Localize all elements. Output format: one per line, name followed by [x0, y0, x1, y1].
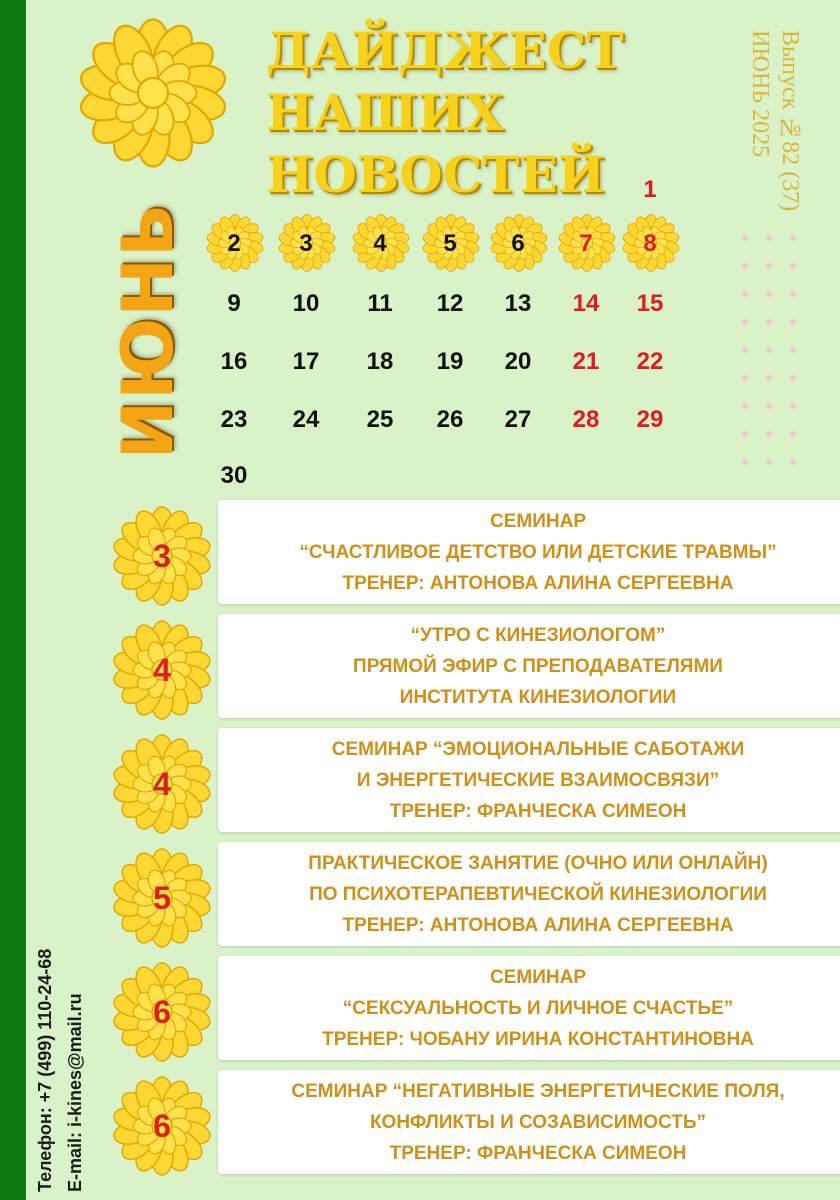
month-label: [98, 202, 198, 460]
calendar-day-number: 10: [292, 290, 320, 317]
calendar-day: [274, 216, 338, 272]
calendar-day-number: 22: [636, 348, 664, 375]
event-day-number: 5: [153, 879, 171, 916]
flower-logo-icon: [78, 18, 228, 168]
calendar-day: [486, 334, 550, 390]
event-item: [0, 728, 840, 834]
calendar-day: [202, 392, 266, 448]
calendar-day: [348, 334, 412, 390]
calendar-day-number: 17: [292, 348, 320, 375]
event-day-number: 3: [153, 537, 171, 574]
calendar-day-number: 30: [220, 462, 248, 489]
calendar-day: [418, 216, 482, 272]
calendar-day: [618, 334, 682, 390]
month-name: ИЮНЬ: [107, 202, 189, 460]
calendar-day-number: 15: [636, 290, 664, 317]
event-day-number: 6: [153, 993, 171, 1030]
calendar-day: [618, 276, 682, 332]
event-description: [218, 1070, 840, 1174]
calendar-day-number: 25: [366, 406, 394, 433]
calendar-day-number: 7: [579, 230, 593, 257]
calendar-day-number: 12: [436, 290, 464, 317]
calendar-day-number: 8: [643, 230, 657, 257]
calendar-day-number: 18: [366, 348, 394, 375]
calendar-day: [348, 392, 412, 448]
event-date-badge: [112, 962, 212, 1062]
calendar-day: [202, 334, 266, 390]
calendar-day-number: 26: [436, 406, 464, 433]
calendar-day: [486, 392, 550, 448]
calendar-day-number: 28: [572, 406, 600, 433]
calendar-day-number: 6: [511, 230, 525, 257]
calendar-day: [274, 276, 338, 332]
event-text-line: ТРЕНЕР: ФРАНЧЕСКА СИМЕОН: [389, 800, 687, 822]
event-description: [218, 614, 840, 718]
title-line-2: НАШИХ: [266, 83, 504, 142]
event-description: [218, 956, 840, 1060]
calendar-day: [202, 448, 266, 504]
event-text-line: ИНСТИТУТА КИНЕЗИОЛОГИИ: [399, 686, 677, 708]
event-day-number: 4: [153, 651, 171, 688]
event-description: [218, 842, 840, 946]
calendar-day: [554, 216, 618, 272]
event-date-badge: [112, 1076, 212, 1176]
event-item: [0, 842, 840, 948]
calendar-day: [418, 392, 482, 448]
calendar-day: [486, 216, 550, 272]
calendar-day: [618, 216, 682, 272]
calendar-day: [202, 276, 266, 332]
calendar-day: [618, 162, 682, 218]
event-item: [0, 956, 840, 1062]
event-date-badge: [112, 620, 212, 720]
event-description: [218, 500, 840, 604]
event-item: [0, 614, 840, 720]
issue-date: ИЮНЬ 2025: [747, 30, 773, 158]
calendar-day: [202, 216, 266, 272]
calendar-day: [274, 334, 338, 390]
calendar-day-number: 29: [636, 406, 664, 433]
calendar-day: [274, 392, 338, 448]
calendar-day-number: 2: [227, 230, 241, 257]
calendar-day-number: 27: [504, 406, 532, 433]
event-item: [0, 500, 840, 606]
event-date-badge: [112, 506, 212, 606]
calendar-day-number: 9: [227, 290, 241, 317]
issue-number: Выпуск №82 (37): [777, 30, 803, 212]
event-text-line: ПО ПСИХОТЕРАПЕВТИЧЕСКОЙ КИНЕЗИОЛОГИИ: [309, 883, 767, 905]
event-day-number: 6: [153, 1107, 171, 1144]
calendar-day-number: 21: [572, 348, 600, 375]
event-date-badge: [112, 734, 212, 834]
event-text-line: СЕМИНАР: [490, 966, 586, 988]
contacts-block: [30, 870, 94, 1192]
event-day-number: 4: [153, 765, 171, 802]
contact-email: E-mail: i-kines@mail.ru: [65, 993, 85, 1192]
event-date-badge: [112, 848, 212, 948]
event-item: [0, 1070, 840, 1176]
calendar-day: [348, 276, 412, 332]
event-text-line: ТРЕНЕР: ЧОБАНУ ИРИНА КОНСТАНТИНОВНА: [322, 1028, 754, 1050]
event-text-line: ПРЯМОЙ ЭФИР С ПРЕПОДАВАТЕЛЯМИ: [353, 655, 723, 677]
calendar-day: [348, 216, 412, 272]
event-text-line: КОНФЛИКТЫ И СОЗАВИСИМОСТЬ”: [369, 1111, 707, 1133]
event-text-line: ТРЕНЕР: ФРАНЧЕСКА СИМЕОН: [389, 1142, 687, 1164]
calendar-day-number: 24: [292, 406, 320, 433]
calendar-day: [618, 392, 682, 448]
event-text-line: СЕМИНАР “ЭМОЦИОНАЛЬНЫЕ САБОТАЖИ: [331, 738, 745, 760]
event-text-line: “СЕКСУАЛЬНОСТЬ И ЛИЧНОЕ СЧАСТЬЕ”: [342, 997, 734, 1019]
calendar-day-number: 11: [367, 290, 393, 317]
event-text-line: “УТРО С КИНЕЗИОЛОГОМ”: [410, 624, 666, 646]
calendar-day: [418, 276, 482, 332]
calendar-day-number: 3: [299, 230, 313, 257]
calendar-day-number: 16: [220, 348, 248, 375]
calendar-day-number: 13: [504, 290, 532, 317]
event-description: [218, 728, 840, 832]
event-text-line: СЕМИНАР “НЕГАТИВНЫЕ ЭНЕРГЕТИЧЕСКИЕ ПОЛЯ,: [291, 1080, 785, 1102]
digest-title: [266, 20, 624, 206]
contact-phone: Телефон: +7 (499) 110-24-68: [35, 948, 55, 1192]
calendar-day-number: 4: [373, 230, 387, 257]
title-line-3: НОВОСТЕЙ: [266, 145, 605, 204]
event-text-line: И ЭНЕРГЕТИЧЕСКИЕ ВЗАИМОСВЯЗИ”: [356, 769, 720, 791]
calendar-day-number: 20: [504, 348, 532, 375]
calendar-day-number: 1: [643, 176, 657, 203]
calendar-day-number: 19: [436, 348, 464, 375]
calendar-day: [554, 334, 618, 390]
calendar-day: [554, 276, 618, 332]
event-text-line: ТРЕНЕР: АНТОНОВА АЛИНА СЕРГЕЕВНА: [342, 572, 734, 594]
title-line-1: ДАЙДЖЕСТ: [266, 21, 624, 80]
calendar-day: [554, 392, 618, 448]
event-text-line: ПРАКТИЧЕСКОЕ ЗАНЯТИЕ (ОЧНО ИЛИ ОНЛАЙН): [308, 852, 768, 874]
calendar-day-number: 14: [572, 290, 600, 317]
event-text-line: ТРЕНЕР: АНТОНОВА АЛИНА СЕРГЕЕВНА: [342, 914, 734, 936]
calendar-day: [486, 276, 550, 332]
issue-info: [745, 30, 805, 211]
calendar-day-number: 23: [220, 406, 248, 433]
event-text-line: “СЧАСТЛИВОЕ ДЕТСТВО ИЛИ ДЕТСКИЕ ТРАВМЫ”: [299, 541, 777, 563]
calendar-day-number: 5: [443, 230, 457, 257]
event-text-line: СЕМИНАР: [490, 510, 586, 532]
decorative-dots: [740, 235, 800, 485]
calendar-day: [418, 334, 482, 390]
